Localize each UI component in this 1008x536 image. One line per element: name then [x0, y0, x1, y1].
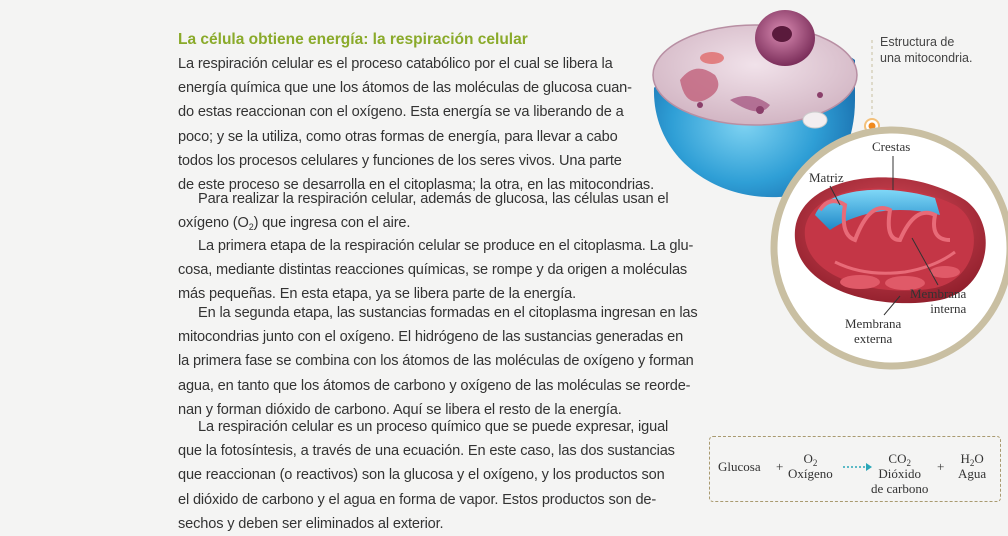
- subscript: 2: [906, 458, 911, 468]
- reaction-arrow: [843, 462, 873, 472]
- label-line: externa: [854, 331, 893, 346]
- text-line: la primera fase se combina con los átomos de las moléculas de oxígeno y forman: [178, 353, 694, 370]
- text-line: de este proceso se desarrolla en el citoplasma; la otra, en las mitocondrias.: [178, 176, 654, 193]
- paragraph-4: [178, 301, 698, 422]
- text-line: Para realizar la respiración celular, además de glucosa, las células usan el: [198, 191, 669, 207]
- subscript: 2: [969, 458, 975, 468]
- eq-glucosa: Glucosa: [718, 459, 761, 474]
- text-line: agua, en tanto que los átomos de carbono y oxígeno de las moléculas se reorde-: [178, 377, 691, 394]
- text-fragment: oxígeno (O: [178, 215, 249, 232]
- text-line: En la segunda etapa, las sustancias formadas en el citoplasma ingresan en las: [198, 305, 698, 321]
- paragraph-3: [178, 234, 693, 307]
- eq-water: [958, 451, 986, 481]
- label-line: Membrana: [845, 316, 902, 331]
- label-membrana-interna: [910, 286, 966, 316]
- label-matriz: Matriz: [809, 170, 844, 185]
- label-line: interna: [930, 301, 967, 316]
- text-line: [178, 211, 668, 235]
- formula-symbol: O: [974, 451, 984, 466]
- subscript: 2: [248, 222, 254, 233]
- text-line: nan y forman dióxido de carbono. Aquí se libera el resto de la energía.: [178, 401, 622, 418]
- caption-line: una mitocondria.: [880, 51, 973, 65]
- formula: [871, 451, 928, 466]
- text-line: do estas reaccionan con el oxígeno. Esta energía se va liberando de a: [178, 104, 624, 121]
- label-crestas: Crestas: [872, 139, 911, 154]
- text-line: todos los procesos celulares y funciones de los seres vivos. Una parte: [178, 152, 622, 169]
- text-line: poco; y se la utiliza, como otras formas de energía, para llevar a cabo: [178, 128, 618, 145]
- formula-symbol: O: [803, 451, 813, 466]
- text-line: energía química que une los átomos de las moléculas de glucosa cuan-: [178, 80, 632, 97]
- paragraph-2: [178, 187, 668, 235]
- text-line: La respiración celular es el proceso catabólico por el cual se libera la: [178, 56, 613, 72]
- eq-oxygen: [788, 451, 833, 481]
- formula: [958, 451, 986, 466]
- text-line: La respiración celular es un proceso químico que se puede expresar, igual: [198, 419, 669, 435]
- caption-line: Estructura de: [880, 35, 955, 49]
- label-line: Membrana: [910, 286, 967, 301]
- figure-caption: [880, 34, 972, 66]
- eq-plus: +: [776, 459, 784, 474]
- section-title: La célula obtiene energía: la respiración celular: [178, 31, 528, 48]
- eq-plus-2: +: [937, 459, 945, 474]
- compound-name: Oxígeno: [788, 466, 833, 481]
- text-line: el dióxido de carbono y el agua en forma de vapor. Estos productos son de-: [178, 491, 657, 508]
- text-line: sechos y deben ser eliminados al exterior.: [178, 515, 444, 532]
- paragraph-5: [178, 415, 675, 536]
- subscript: 2: [812, 458, 818, 468]
- label-membrana-externa: [845, 316, 901, 346]
- formula: [788, 451, 833, 466]
- text-line: La primera etapa de la respiración celular se produce en el citoplasma. La glu-: [198, 238, 694, 254]
- text-line: cosa, mediante distintas reacciones químicas, se rompe y da origen a moléculas: [178, 262, 688, 279]
- paragraph-1: [178, 52, 654, 197]
- formula-symbol: CO: [888, 451, 907, 466]
- formula-symbol: H: [960, 451, 970, 466]
- text-line: que la fotosíntesis, a través de una ecuación. En este caso, las dos sustancias: [178, 443, 675, 460]
- text-line: que reaccionan (o reactivos) son la glucosa y el oxígeno, y los productos son: [178, 467, 665, 484]
- eq-co2: [871, 451, 928, 496]
- text-line: más pequeñas. En esta etapa, ya se libera parte de la energía.: [178, 286, 576, 303]
- compound-name: Dióxido: [878, 466, 921, 481]
- compound-name: de carbono: [871, 481, 929, 496]
- text-fragment: ) que ingresa con el aire.: [253, 215, 411, 232]
- compound-name: Agua: [958, 466, 987, 481]
- text-line: mitocondrias junto con el oxígeno. El hidrógeno de las sustancias generadas en: [178, 329, 684, 346]
